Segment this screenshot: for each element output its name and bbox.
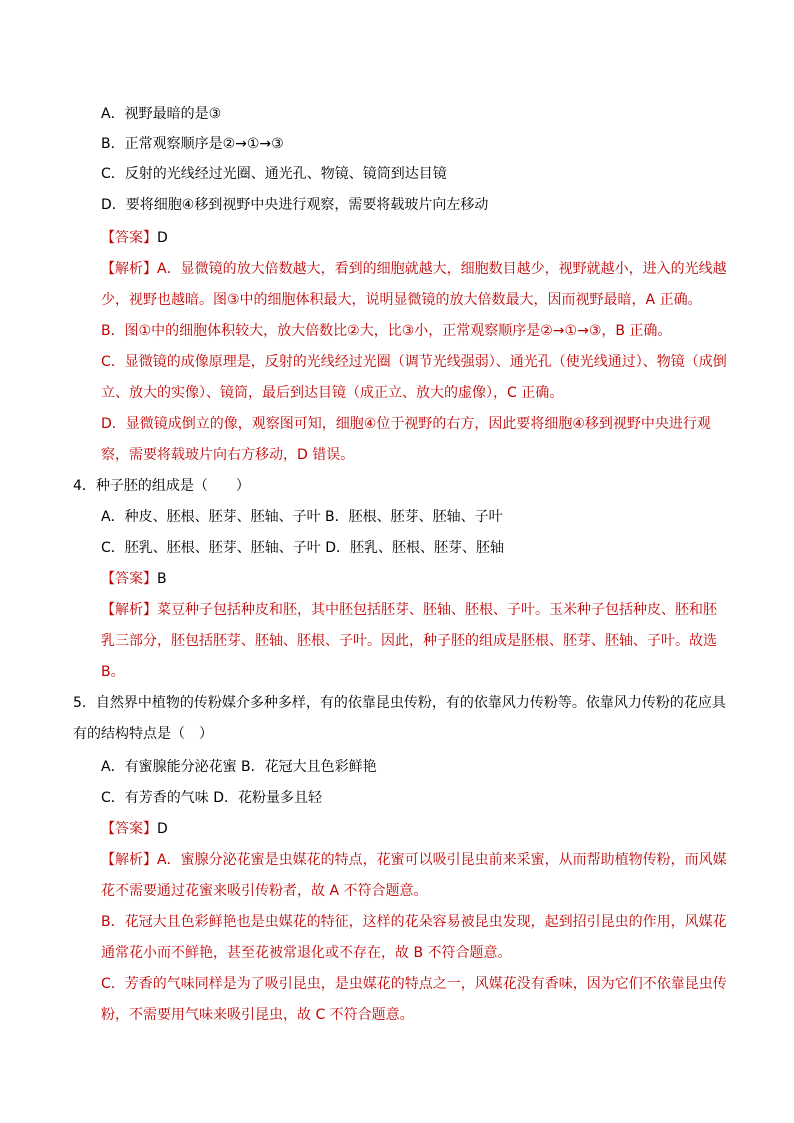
q4-analysis-line: B。 (101, 664, 125, 680)
q5-stem: 5．自然界中植物的传粉媒介多种多样，有的依靠昆虫传粉，有的依靠风力传粉等。依靠风力传粉的花应具 (73, 695, 726, 711)
q3-analysis-line: 少，视野也越暗。图③中的细胞体积最大，说明显微镜的放大倍数最大，因而视野最暗，A 正确。 (101, 292, 702, 308)
answer-value: D (157, 230, 168, 246)
analysis-label: 【解析】 (101, 852, 157, 868)
q5-analysis-line (101, 850, 727, 870)
q5-analysis-line: C．芳香的气味同样是为了吸引昆虫，是虫媒花的特点之一，风媒花没有香味，因为它们不依靠昆虫传 (101, 976, 727, 992)
q3-analysis-line: B．图①中的细胞体积较大，放大倍数比②大，比③小，正常观察顺序是②→①→③，B 正确。 (101, 323, 672, 339)
q4-analysis-line: 乳三部分，胚包括胚芽、胚轴、胚根、子叶。因此，种子胚的组成是胚根、胚芽、胚轴、子叶。故选 (101, 633, 717, 649)
q4-options-row: C．胚乳、胚根、胚芽、胚轴、子叶 D．胚乳、胚根、胚芽、胚轴 (101, 540, 505, 556)
q3-analysis-line: C．显微镜的成像原理是，反射的光线经过光圈（调节光线强弱）、通光孔（使光线通过）、物镜（成倒 (101, 354, 727, 370)
q5-analysis-line: 通常花小而不鲜艳，甚至花被常退化或不存在，故 B 不符合题意。 (101, 945, 512, 961)
q4-analysis-line (101, 600, 717, 620)
q5-stem: 有的结构特点是（ ） (73, 726, 213, 742)
answer-value: D (157, 821, 168, 837)
q5-options-row: C．有芳香的气味 D．花粉量多且轻 (101, 790, 323, 806)
q5-analysis-line: 粉，不需要用气味来吸引昆虫，故 C 不符合题意。 (101, 1007, 414, 1023)
q3-answer (101, 228, 168, 248)
q3-analysis-line (101, 259, 727, 279)
q3-option-c: C．反射的光线经过光圈、通光孔、物镜、镜筒到达目镜 (101, 166, 447, 182)
q3-option-a: A．视野最暗的是③ (101, 106, 222, 122)
analysis-text: A．显微镜的放大倍数越大，看到的细胞就越大，细胞数目越少，视野就越小，进入的光线越 (157, 261, 727, 277)
q4-options-row: A．种皮、胚根、胚芽、胚轴、子叶 B．胚根、胚芽、胚轴、子叶 (101, 509, 503, 525)
q3-analysis-line: 立、放大的实像）、镜筒，最后到达目镜（成正立、放大的虚像），C 正确。 (101, 385, 564, 401)
q4-answer (101, 569, 167, 589)
analysis-text: A．蜜腺分泌花蜜是虫媒花的特点，花蜜可以吸引昆虫前来采蜜，从而帮助植物传粉，而风媒 (157, 852, 727, 868)
q3-analysis-line: 察，需要将载玻片向右方移动，D 错误。 (101, 447, 355, 463)
analysis-text: 菜豆种子包括种皮和胚，其中胚包括胚芽、胚轴、胚根、子叶。玉米种子包括种皮、胚和胚 (157, 602, 717, 618)
q4-stem: 4．种子胚的组成是（ ） (73, 478, 250, 494)
analysis-label: 【解析】 (101, 602, 157, 618)
q5-answer (101, 819, 168, 839)
analysis-label: 【解析】 (101, 261, 157, 277)
q5-analysis-line: 花不需要通过花蜜来吸引传粉者，故 A 不符合题意。 (101, 883, 428, 899)
q3-analysis-line: D．显微镜成倒立的像，观察图可知，细胞④位于视野的右方，因此要将细胞④移到视野中央进行观 (101, 416, 711, 432)
q3-option-b: B．正常观察顺序是②→①→③ (101, 136, 284, 152)
q5-analysis-line: B．花冠大且色彩鲜艳也是虫媒花的特征，这样的花朵容易被昆虫发现，起到招引昆虫的作用，风媒花 (101, 914, 727, 930)
q5-options-row: A．有蜜腺能分泌花蜜 B．花冠大且色彩鲜艳 (101, 759, 377, 775)
answer-label: 【答案】 (101, 821, 157, 837)
q3-option-d: D．要将细胞④移到视野中央进行观察，需要将载玻片向左移动 (101, 197, 489, 213)
answer-label: 【答案】 (101, 230, 157, 246)
answer-label: 【答案】 (101, 571, 157, 587)
answer-value: B (157, 571, 167, 587)
